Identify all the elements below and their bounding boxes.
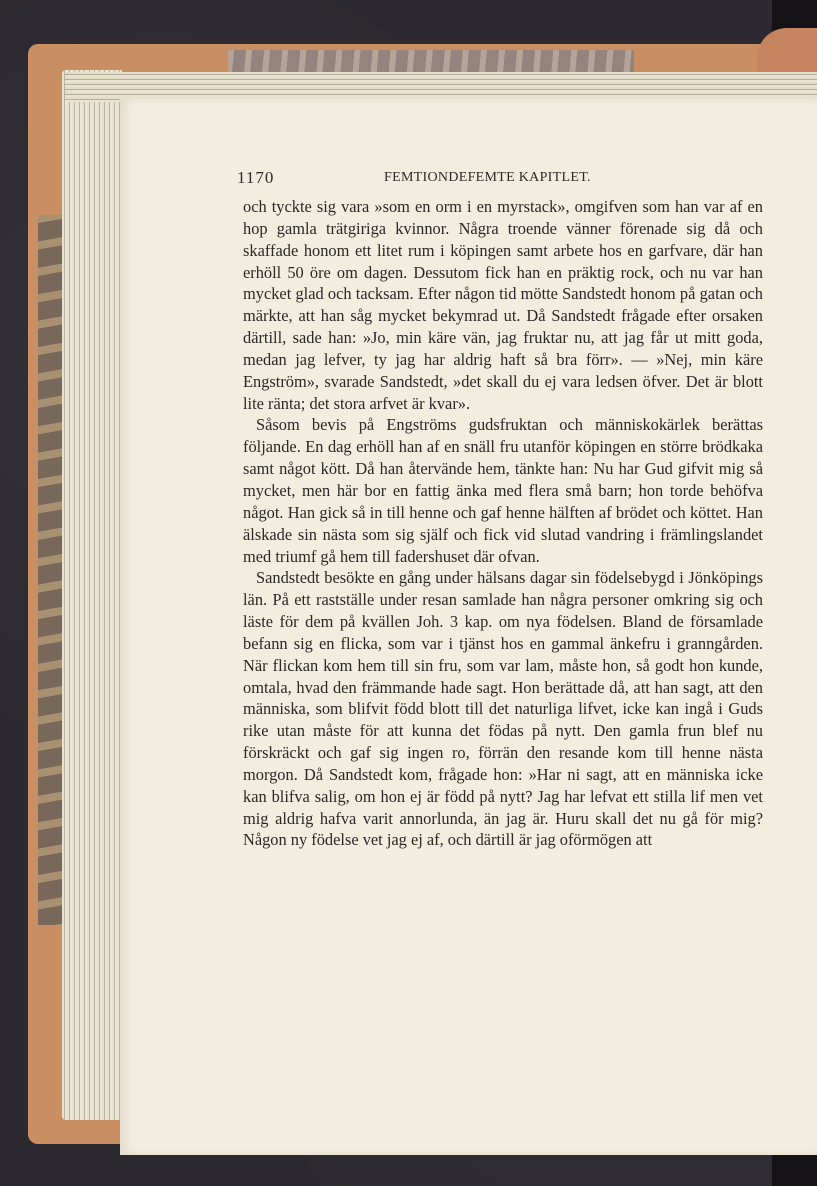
paragraph-2: Såsom bevis på Engströms gudsfruktan och människokärlek berättas följande. En dag erhöll han af en snäll fru utanför köpingen en större brödkaka samt något kött. Då han återvände hem, tänkte han: Nu har Gud gifvit mig så mycket, men här bor en fattig änka med flera små barn; hon torde behöfva något. Han gick så in till henne och gaf henne hälften af brödet och köttet. Han älskade sin nästa som sig själf och fick vid slutad vandring i främlingslandet med triumf gå hem till fadershuset där ofvan.	[243, 415, 763, 566]
page-stack-left-edge	[62, 70, 122, 1120]
chapter-title: FEMTIONDEFEMTE KAPITLET.	[384, 170, 591, 185]
page-number: 1170	[237, 168, 275, 187]
running-head	[237, 168, 767, 190]
cover-marbled-paper-top	[228, 50, 634, 72]
paragraph-3: Sandstedt besökte en gång under hälsans dagar sin födelsebygd i Jönköpings län. På ett rastställe under resan samlade han några personer omkring sig och läste för dem på kvällen Joh. 3 kap. om nya födelsen. Bland de församlade befann sig en flicka, som var i tjänst hos en gammal änkefru i granngården. När flickan kom hem till sin fru, som var lam, måste hon, så godt hon kunde, omtala, hvad den främmande hade sagt. Hon berättade då, att han sagt, att den människa, som blifvit född blott till det naturliga lifvet, icke kan ingå i Guds rike utan måste för att kunna det födas på nytt. Den gamla frun blef nu förskräckt och gaf sig ingen ro, förrän den resande kom till henne nästa morgon. Då Sandstedt kom, frågade hon: »Har ni sagt, att en människa icke kan blifva salig, om hon ej är född på nytt? Jag har lefvat ett stilla lif men vet mig aldrig hafva varit annorlunda, än jag är. Huru skall det nu gå för mig? Någon ny födelse vet jag ej af, och därtill är jag oförmögen att	[243, 568, 763, 850]
body-text	[243, 196, 763, 851]
paragraph-1: och tyckte sig vara »som en orm i en myrstack», omgifven som han var af en hop gamla trätgiriga kvinnor. Några troende vänner förenade sig då och skaffade honom ett litet rum i köpingen samt arbete hos en garfvare, där han erhöll 50 öre om dagen. Dessutom fick han en präktig rock, och nu var han mycket glad och tacksam. Efter någon tid mötte Sandstedt honom på gatan och märkte, att han såg mycket bekymrad ut. Då Sandstedt frågade efter orsaken därtill, sade han: »Jo, min käre vän, jag fruktar nu, att jag får ut mitt goda, medan jag lefver, ty jag har aldrig haft så bra förr». — »Nej, min käre Engström», svarade Sandstedt, »det skall du ej vara ledsen öfver. Det är blott lite ränta; det stora arfvet är kvar».	[243, 197, 763, 413]
cover-marbled-paper-left	[38, 215, 64, 925]
